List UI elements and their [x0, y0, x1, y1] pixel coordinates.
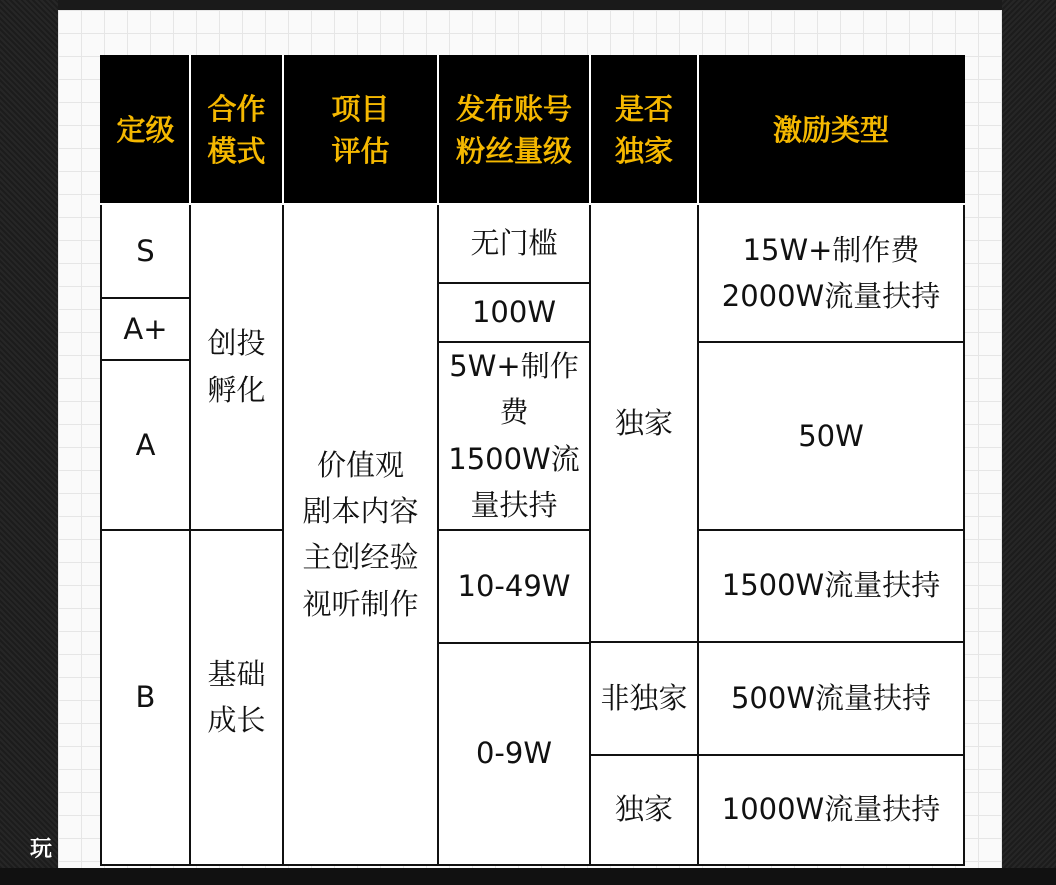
header-grade: 定级: [101, 56, 190, 204]
incentive-cell: 15W+制作费 2000W流量扶持: [698, 204, 964, 342]
incentive-cell: 1000W流量扶持: [698, 755, 964, 865]
watermark-text: 玩: [30, 837, 55, 862]
right-dark-border: [1002, 0, 1056, 885]
follower-cell: 无门槛: [438, 204, 590, 283]
grading-table: [100, 55, 965, 866]
header-cooperation-mode: 合作 模式: [190, 56, 283, 204]
exclusive-cell: 独家: [590, 755, 698, 865]
header-incentive-type: 激励类型: [698, 56, 964, 204]
table-row: [101, 204, 964, 283]
bottom-dark-border: [0, 868, 1056, 885]
header-row: [101, 56, 964, 204]
evaluation-cell: 价值观 剧本内容 主创经验 视听制作: [283, 204, 438, 865]
header-project-evaluation: 项目 评估: [283, 56, 438, 204]
left-dark-border: [0, 0, 58, 885]
table-row: [101, 530, 964, 531]
grade-cell: B: [101, 530, 190, 865]
grade-cell: S: [101, 204, 190, 298]
header-exclusive: 是否 独家: [590, 56, 698, 204]
follower-cell: 10-49W: [438, 530, 590, 643]
grade-cell: A: [101, 360, 190, 530]
incentive-cell: 500W流量扶持: [698, 642, 964, 755]
grade-cell: A+: [101, 298, 190, 360]
follower-cell: 50W: [698, 342, 964, 530]
mode-cell: 基础 成长: [190, 530, 283, 865]
follower-cell: 0-9W: [438, 643, 590, 865]
exclusive-cell: 非独家: [590, 642, 698, 755]
header-follower-level: 发布账号 粉丝量级: [438, 56, 590, 204]
exclusive-cell: 独家: [590, 204, 698, 642]
mode-cell: 创投 孵化: [190, 204, 283, 530]
follower-cell: 100W: [438, 283, 590, 342]
incentive-cell: 1500W流量扶持: [698, 530, 964, 642]
incentive-cell: 5W+制作费 1500W流量扶持: [438, 342, 590, 530]
